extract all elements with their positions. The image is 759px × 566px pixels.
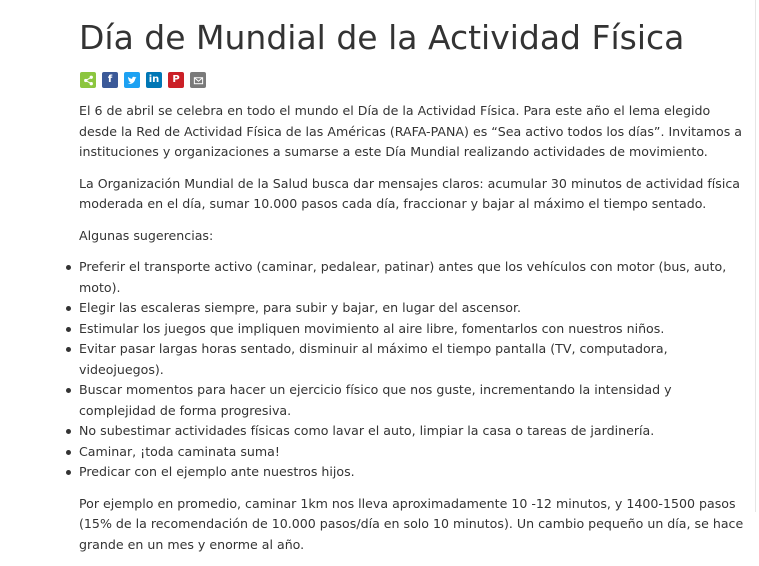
suggestions-list — [79, 257, 751, 483]
list-item: Buscar momentos para hacer un ejercicio físico que nos guste, incrementando la intensidad y complejidad de forma progresiva. — [79, 380, 751, 421]
list-item: Caminar, ¡toda caminata suma! — [79, 442, 751, 463]
facebook-icon[interactable]: f — [102, 72, 118, 88]
email-icon[interactable] — [190, 72, 206, 88]
social-share-bar — [80, 72, 206, 88]
list-item: Elegir las escaleras siempre, para subir y bajar, en lugar del ascensor. — [79, 298, 751, 319]
list-item: Evitar pasar largas horas sentado, disminuir al máximo el tiempo pantalla (TV, computadora, videojuegos). — [79, 339, 751, 380]
list-item: Estimular los juegos que impliquen movimiento al aire libre, fomentarlos con nuestros niños. — [79, 319, 751, 340]
share-icon[interactable] — [80, 72, 96, 88]
article-body — [79, 101, 751, 566]
linkedin-icon[interactable]: in — [146, 72, 162, 88]
suggestions-heading: Algunas sugerencias: — [79, 227, 214, 243]
twitter-icon[interactable] — [124, 72, 140, 88]
closing-paragraph: Por ejemplo en promedio, caminar 1km nos lleva aproximadamente 10 -12 minutos, y 1400-1500 pasos (15% de la recomendación de 10.000 pasos/día en solo 10 minutos). Un cambio pequeño un día, se hace grande en un mes y enorme al año. — [79, 495, 744, 552]
page-edge-divider — [755, 0, 756, 512]
intro-paragraph: El 6 de abril se celebra en todo el mundo el Día de la Actividad Física. Para este año el lema elegido desde la Red de Actividad Física de las Américas (RAFA-PANA) es “Sea activo todos los días”. Invitamos a instituciones y organizaciones a sumarse a este Día Mundial realizando actividades de movimiento. — [79, 103, 743, 159]
list-item: Preferir el transporte activo (caminar, pedalear, patinar) antes que los vehículos con motor (bus, auto, moto). — [79, 257, 751, 298]
who-paragraph: La Organización Mundial de la Salud busca dar mensajes claros: acumular 30 minutos de actividad física moderada en el día, sumar 10.000 pasos cada día, fraccionar y bajar al máximo el tiempo sentado. — [79, 175, 741, 211]
list-item: Predicar con el ejemplo ante nuestros hijos. — [79, 462, 751, 483]
list-item: No subestimar actividades físicas como lavar el auto, limpiar la casa o tareas de jardinería. — [79, 421, 751, 442]
page-title: Día de Mundial de la Actividad Física — [79, 18, 685, 57]
pinterest-icon[interactable]: P — [168, 72, 184, 88]
